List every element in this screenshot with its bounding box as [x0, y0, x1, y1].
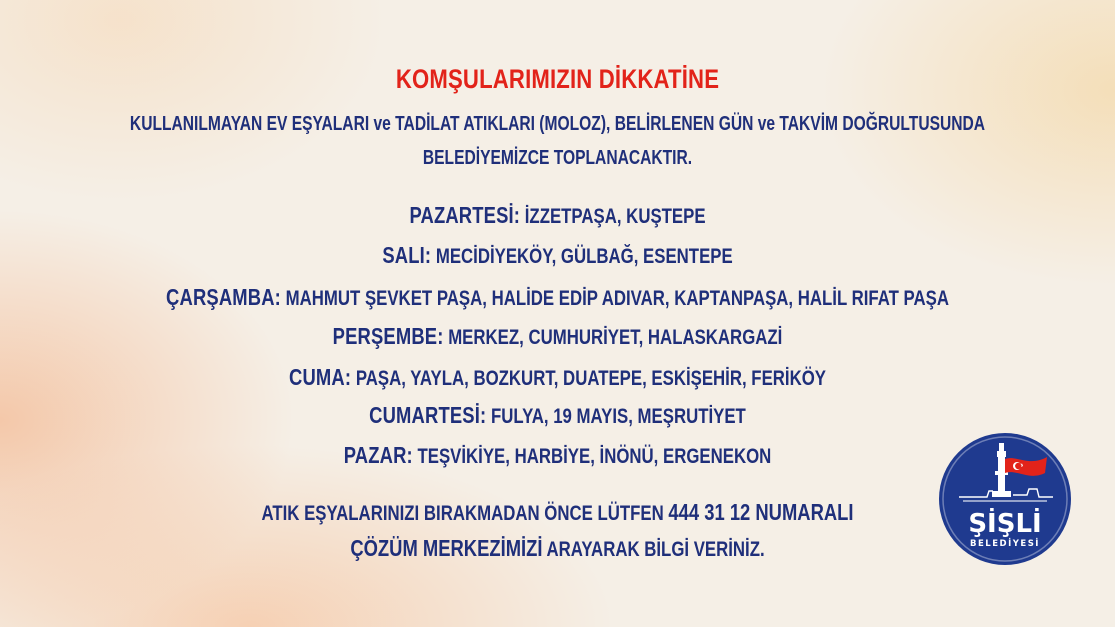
- schedule-day: CUMA:: [289, 364, 352, 390]
- schedule-places: MERKEZ, CUMHURİYET, HALASKARGAZİ: [448, 326, 783, 349]
- schedule-row-monday: [112, 202, 1004, 229]
- schedule-places: MAHMUT ŞEVKET PAŞA, HALİDE EDİP ADIVAR, KAPTANPAŞA, HALİL RIFAT PAŞA: [285, 287, 949, 310]
- schedule-places: MECİDİYEKÖY, GÜLBAĞ, ESENTEPE: [435, 245, 733, 268]
- footer-text: ATIK EŞYALARINIZI BIRAKMADAN ÖNCE LÜTFEN: [261, 502, 664, 525]
- notice-intro-line2: BELEDİYEMİZCE TOPLANACAKTIR.: [422, 147, 693, 169]
- schedule-row-tuesday: [112, 242, 1004, 269]
- footer-phone: 444 31 12 NUMARALI: [668, 499, 854, 525]
- schedule-row-friday: [112, 364, 1004, 391]
- schedule-places: FULYA, 19 MAYIS, MEŞRUTİYET: [490, 405, 746, 428]
- footer-line1: [112, 499, 1004, 526]
- footer-center: ÇÖZÜM MERKEZİMİZİ: [350, 535, 543, 561]
- schedule-day: PAZAR:: [343, 442, 413, 468]
- schedule-row-saturday: [112, 402, 1004, 429]
- notice-intro-line1: KULLANILMAYAN EV EŞYALARI ve TADİLAT ATIKLARI (MOLOZ), BELİRLENEN GÜN ve TAKVİM DOĞRULTUSUNDA: [129, 113, 986, 135]
- schedule-day: ÇARŞAMBA:: [166, 284, 281, 310]
- footer-line2: [112, 535, 1004, 562]
- schedule-row-sunday: [112, 442, 1004, 469]
- notice-title: KOMŞULARIMIZIN DİKKATİNE: [395, 64, 720, 94]
- schedule-day: SALI:: [382, 242, 432, 268]
- schedule-places: İZZETPAŞA, KUŞTEPE: [524, 205, 706, 228]
- logo-name: ŞİŞLİ: [968, 509, 1042, 539]
- schedule-row-thursday: [112, 323, 1004, 350]
- schedule-day: PERŞEMBE:: [332, 323, 444, 349]
- schedule-day: PAZARTESİ:: [409, 202, 521, 228]
- footer-text: ARAYARAK BİLGİ VERİNİZ.: [546, 538, 765, 561]
- schedule-places: TEŞVİKİYE, HARBİYE, İNÖNÜ, ERGENEKON: [417, 445, 772, 468]
- logo-subtitle: BELEDİYESİ: [970, 539, 1040, 549]
- schedule-places: PAŞA, YAYLA, BOZKURT, DUATEPE, ESKİŞEHİR, FERİKÖY: [355, 367, 826, 390]
- sisli-belediyesi-logo: [937, 431, 1073, 567]
- schedule-row-wednesday: [112, 284, 1004, 311]
- schedule-day: CUMARTESİ:: [369, 402, 487, 428]
